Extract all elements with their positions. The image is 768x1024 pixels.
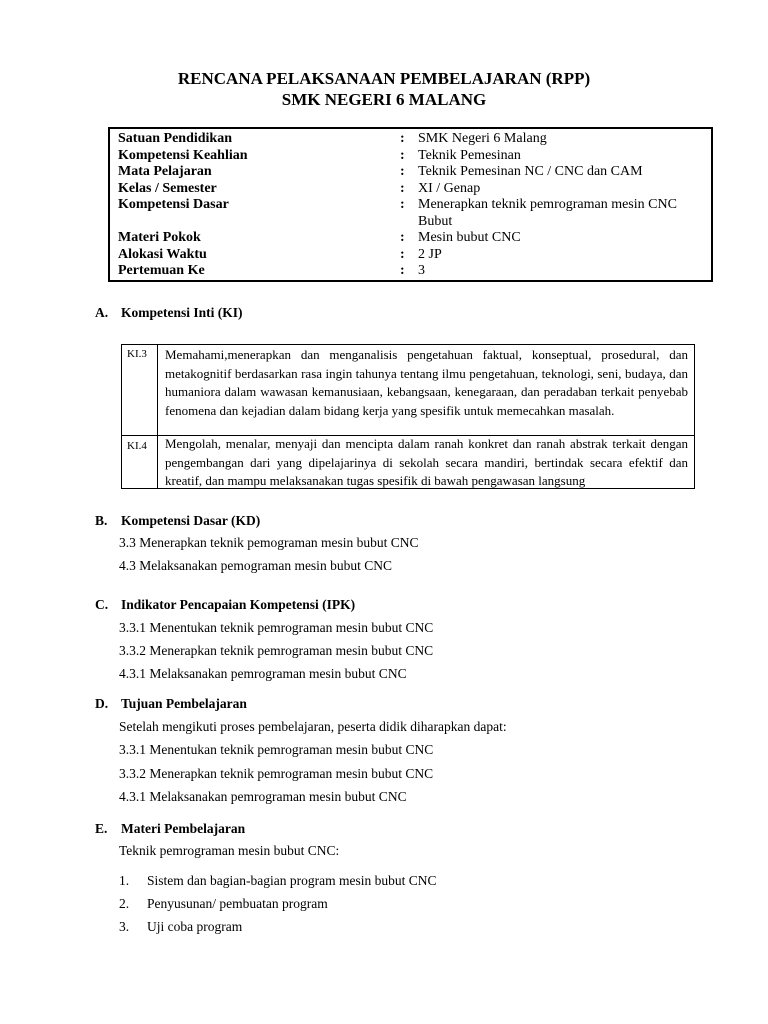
tujuan-item: 3.3.1 Menentukan teknik pemrograman mesin bubut CNC: [119, 742, 434, 757]
identity-label: Kelas / Semester: [118, 180, 217, 196]
identity-colon: :: [400, 131, 405, 146]
section-letter: A.: [95, 305, 109, 320]
ipk-item: 3.3.1 Menentukan teknik pemrograman mesin bubut CNC: [119, 620, 434, 635]
identity-colon: :: [400, 147, 405, 163]
list-number: 1.: [119, 873, 130, 888]
identity-colon: :: [400, 263, 405, 278]
tujuan-item: 4.3.1 Melaksanakan pemrograman mesin bubut CNC: [119, 789, 407, 804]
identity-value: XI / Genap: [418, 180, 481, 196]
identity-value: Mesin bubut CNC: [418, 230, 521, 245]
table-divider: [157, 345, 158, 488]
section-letter: C.: [95, 597, 109, 612]
identity-table: [108, 127, 713, 282]
identity-label: Alokasi Waktu: [118, 246, 207, 262]
identity-colon: :: [400, 197, 405, 212]
section-title: Kompetensi Dasar (KD): [121, 513, 261, 528]
identity-label: Satuan Pendidikan: [118, 131, 232, 146]
identity-colon: :: [400, 230, 405, 245]
document-title: RENCANA PELAKSANAAN PEMBELAJARAN (RPP): [177, 69, 591, 88]
ki-description: Mengolah, menalar, menyaji dan mencipta dalam ranah konkret dan ranah abstrak terkait dengan pengembangan dari yang dipelajarinya di sekolah secara mandiri, bertindak secara efektif dan kreatif, dan mampu melaksanakan tugas spesifik di bawah pengawasan langsung: [165, 436, 688, 488]
tujuan-item: 3.3.2 Menerapkan teknik pemrograman mesin bubut CNC: [119, 766, 434, 781]
section-letter: D.: [95, 696, 109, 711]
section-letter: B.: [95, 513, 108, 528]
identity-value: 3: [418, 263, 425, 278]
section-title: Tujuan Pembelajaran: [121, 696, 247, 711]
identity-label: Mata Pelajaran: [118, 164, 212, 179]
ki-code: KI.3: [127, 348, 147, 360]
identity-value: Teknik Pemesinan NC / CNC dan CAM: [418, 164, 643, 179]
list-item: Sistem dan bagian-bagian program mesin bubut CNC: [147, 873, 437, 888]
materi-intro: Teknik pemrograman mesin bubut CNC:: [119, 843, 340, 858]
ki-description: Memahami,menerapkan dan menganalisis pengetahuan faktual, konseptual, prosedural, dan metakognitif berdasarkan rasa ingin tahunya tentang ilmu pengetahuan, teknologi, seni, budaya, dan humaniora dalam wawasan kemanusiaan, kebangsaan, kenegaraan, dan peradaban terkait penyebab fenomena dan kejadian dalam bidang kerja yang spesifik untuk memecahkan masalah.: [165, 347, 688, 418]
identity-value: Menerapkan teknik pemrograman mesin CNC Bubut: [418, 197, 677, 229]
section-title: Kompetensi Inti (KI): [121, 305, 243, 320]
school-name-title: SMK NEGERI 6 MALANG: [281, 90, 487, 109]
identity-colon: :: [400, 164, 405, 179]
identity-colon: :: [400, 180, 405, 196]
identity-colon: :: [400, 246, 405, 262]
list-item: Penyusunan/ pembuatan program: [147, 896, 328, 911]
identity-label: Pertemuan Ke: [118, 263, 205, 278]
ipk-item: 4.3.1 Melaksanakan pemrograman mesin bubut CNC: [119, 666, 407, 681]
list-item: Uji coba program: [147, 919, 243, 934]
tujuan-intro: Setelah mengikuti proses pembelajaran, peserta didik diharapkan dapat:: [119, 719, 507, 734]
identity-label: Kompetensi Keahlian: [118, 147, 248, 163]
section-letter: E.: [95, 821, 108, 836]
identity-value: 2 JP: [418, 246, 442, 262]
kd-item: 3.3 Menerapkan teknik pemograman mesin bubut CNC: [119, 535, 419, 550]
ipk-item: 3.3.2 Menerapkan teknik pemrograman mesin bubut CNC: [119, 643, 434, 658]
identity-value: SMK Negeri 6 Malang: [418, 131, 547, 146]
ki-table: [121, 344, 695, 489]
identity-label: Materi Pokok: [118, 230, 201, 245]
list-number: 3.: [119, 919, 130, 934]
identity-label: Kompetensi Dasar: [118, 197, 229, 212]
list-number: 2.: [119, 896, 130, 911]
ki-code: KI.4: [127, 440, 147, 452]
section-title: Materi Pembelajaran: [121, 821, 246, 836]
section-title: Indikator Pencapaian Kompetensi (IPK): [121, 597, 356, 612]
identity-value: Teknik Pemesinan: [418, 147, 521, 163]
kd-item: 4.3 Melaksanakan pemograman mesin bubut CNC: [119, 558, 392, 573]
